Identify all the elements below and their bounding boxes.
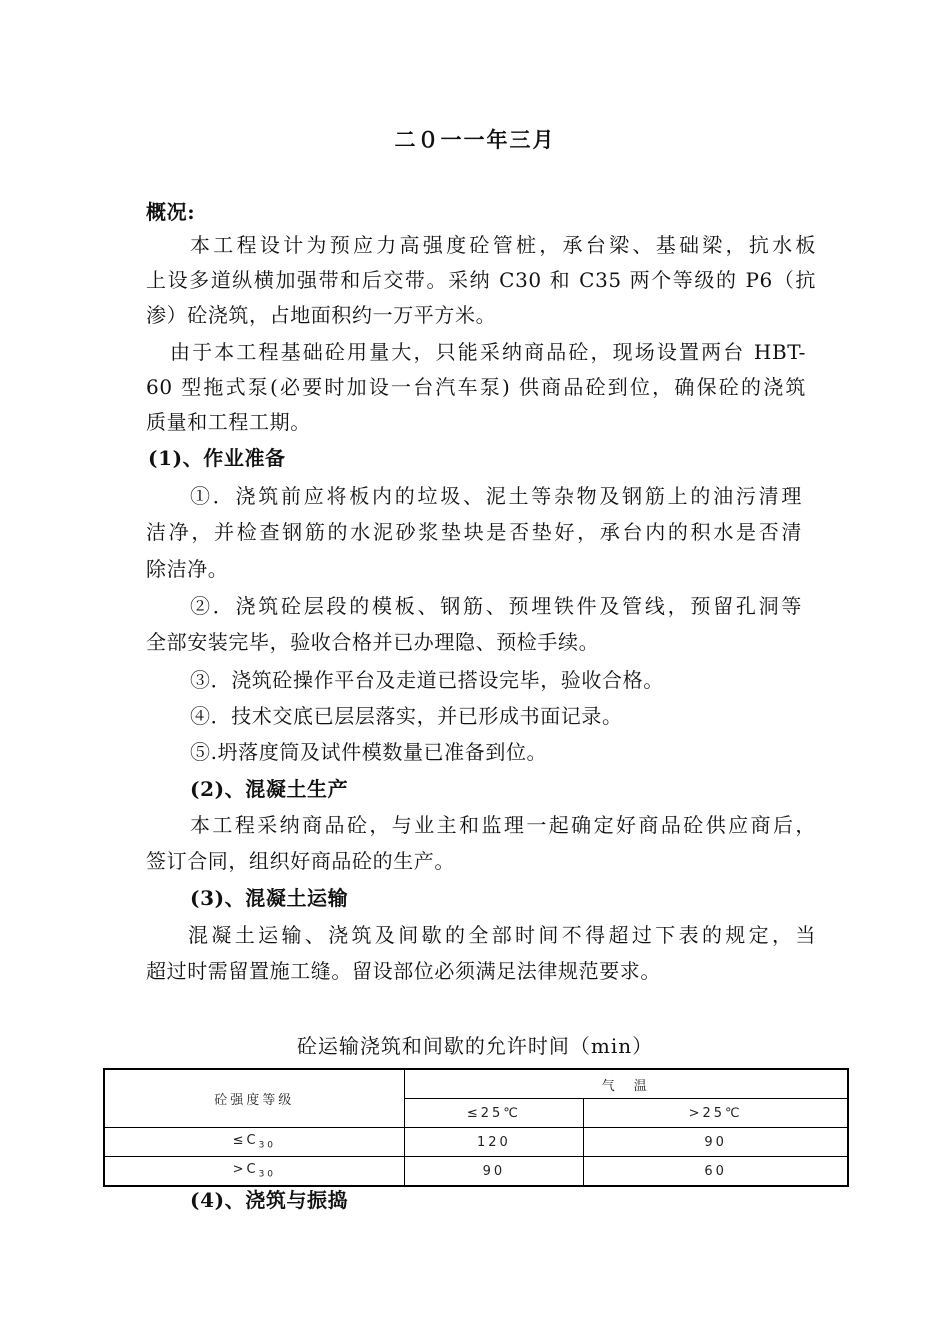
grade-subscript: 30	[258, 1169, 277, 1180]
time-low-cell: 90	[404, 1157, 584, 1187]
pump-line-2: 60 型拖式泵(必要时加设一台汽车泵) 供商品砼到位，确保砼的浇筑	[146, 375, 806, 399]
header-temperature: 气 温	[404, 1069, 848, 1099]
section-4-heading: (4)、浇筑与振捣	[190, 1188, 349, 1212]
s3-line-2: 超过时需留置施工缝。留设部位必须满足法律规范要求。	[146, 959, 661, 983]
time-low-cell: 120	[404, 1128, 584, 1157]
table-row	[104, 1157, 848, 1187]
header-grade: 砼强度等级	[104, 1069, 404, 1128]
s3-line-1: 混凝土运输、浇筑及间歇的全部时间不得超过下表的规定，当	[188, 923, 816, 947]
grade-cell	[104, 1128, 404, 1157]
s2-line-1: 本工程采纳商品砼，与业主和监理一起确定好商品砼供应商后，	[190, 813, 816, 837]
pump-line-1: 由于本工程基础砼用量大，只能采纳商品砼，现场设置两台 HBT-	[170, 340, 806, 364]
s1-item1-line-1: ①．浇筑前应将板内的垃圾、泥土等杂物及钢筋上的油污清理	[190, 484, 802, 508]
overview-line-2: 上设多道纵横加强带和后交带。采纳 C30 和 C35 两个等级的 P6（抗	[146, 268, 817, 292]
time-high-cell: 90	[584, 1128, 848, 1157]
s1-item3: ③．浇筑砼操作平台及走道已搭设完毕，验收合格。	[190, 668, 664, 692]
grade-prefix: >C	[232, 1162, 259, 1178]
overview-line-1: 本工程设计为预应力高强度砼管桩，承台梁、基础梁，抗水板	[190, 233, 816, 257]
s2-line-2: 签订合同，组织好商品砼的生产。	[146, 849, 455, 873]
overview-heading: 概况:	[146, 200, 196, 224]
section-1-heading: (1)、作业准备	[148, 446, 286, 470]
pump-line-3: 质量和工程工期。	[146, 410, 311, 434]
grade-subscript: 30	[258, 1140, 277, 1151]
allowable-time-table	[103, 1068, 849, 1187]
table-caption: 砼运输浇筑和间歇的允许时间（min）	[296, 1034, 654, 1058]
s1-item2-line-2: 全部安装完毕，验收合格并已办理隐、预检手续。	[146, 630, 600, 654]
s1-item5: ⑤.坍落度筒及试件模数量已准备到位。	[190, 740, 548, 764]
s1-item1-line-3: 除洁净。	[146, 557, 229, 581]
header-temp-high: >25℃	[584, 1099, 848, 1128]
section-3-heading: (3)、混凝土运输	[190, 886, 349, 910]
table-header-row	[104, 1069, 848, 1099]
grade-cell	[104, 1157, 404, 1187]
time-high-cell: 60	[584, 1157, 848, 1187]
grade-prefix: ≤C	[232, 1133, 259, 1149]
overview-line-3: 渗）砼浇筑，占地面积约一万平方米。	[146, 303, 497, 327]
s1-item1-line-2: 洁净，并检查钢筋的水泥砂浆垫块是否垫好，承台内的积水是否清	[146, 520, 802, 544]
section-2-heading: (2)、混凝土生产	[190, 777, 349, 801]
table-row	[104, 1128, 848, 1157]
header-temp-low: ≤25℃	[404, 1099, 584, 1128]
s1-item2-line-1: ②．浇筑砼层段的模板、钢筋、预埋铁件及管线，预留孔洞等	[190, 594, 802, 618]
s1-item4: ④．技术交底已层层落实，并已形成书面记录。	[190, 704, 623, 728]
date-title: 二０一一年三月	[394, 127, 556, 152]
